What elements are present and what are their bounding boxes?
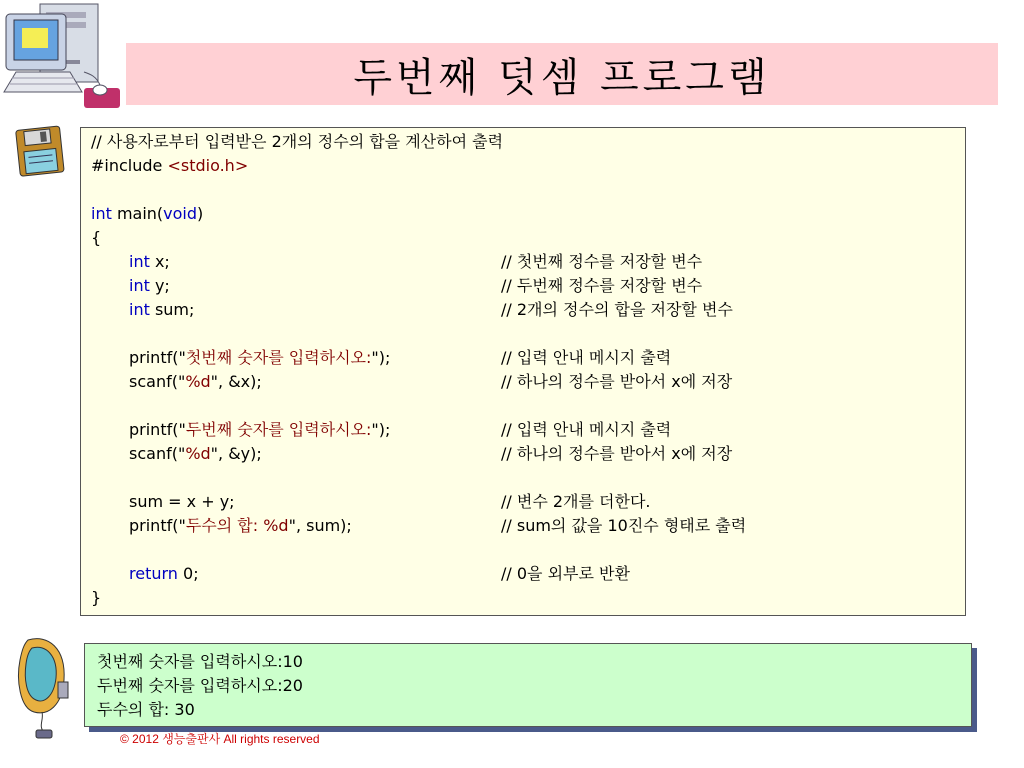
main-name: main( [111,204,164,223]
keyword-int: int [129,276,150,295]
code-decl-sum [129,298,194,322]
comment-sum-assign: // 변수 2개를 더한다. [501,492,651,511]
code-include-line [91,154,248,178]
floppy-disk-icon [14,124,68,180]
printf-close: ", sum); [288,516,352,535]
monitor-clipart-icon [14,634,74,740]
comment-decl-sum: // 2개의 정수의 합을 저장할 변수 [501,300,733,319]
comment-scanf-y: // 하나의 정수를 받아서 x에 저장 [501,444,733,463]
code-scanf-y [129,442,262,466]
printf-second-string: 두번째 숫자를 입력하시오: [185,420,372,439]
computer-clipart-icon [0,0,125,112]
main-close-paren: ) [197,204,204,223]
scanf-format: %d [185,372,211,391]
printf-open: printf(" [129,420,186,439]
code-decl-y [129,274,170,298]
comment-printf-sum: // sum의 값을 10진수 형태로 출력 [501,516,747,535]
scanf-format: %d [185,444,211,463]
code-printf-first [129,346,390,370]
code-decl-x [129,250,170,274]
output-line-1: 첫번째 숫자를 입력하시오:10 [97,652,303,671]
output-line-2: 두번째 숫자를 입력하시오:20 [97,676,303,695]
decl-sum-rest: sum; [149,300,195,319]
comment-scanf-x: // 하나의 정수를 받아서 x에 저장 [501,372,733,391]
code-printf-sum [129,514,352,538]
page-title: 두번째 덧셈 프로그램 [353,54,771,101]
comment-printf-second: // 입력 안내 메시지 출력 [501,420,672,439]
return-value: 0; [177,564,199,583]
output-line-3: 두수의 합: 30 [97,700,195,719]
comment-return: // 0을 외부로 반환 [501,564,630,583]
code-return [129,562,199,586]
printf-close: "); [371,348,391,367]
decl-x-rest: x; [149,252,170,271]
include-header: <stdio.h> [167,156,249,175]
scanf-open: scanf(" [129,372,186,391]
scanf-open: scanf(" [129,444,186,463]
printf-first-string: 첫번째 숫자를 입력하시오: [185,348,372,367]
comment-decl-x: // 첫번째 정수를 저장할 변수 [501,252,703,271]
code-comment-header: // 사용자로부터 입력받은 2개의 정수의 합을 계산하여 출력 [91,132,504,151]
copyright-notice: © 2012 생능출판사 All rights reserved [120,732,320,746]
printf-sum-string: 두수의 합: %d [185,516,289,535]
printf-open: printf(" [129,348,186,367]
comment-printf-first: // 입력 안내 메시지 출력 [501,348,672,367]
code-close-brace: } [91,588,102,607]
keyword-void: void [163,204,198,223]
scanf-close: ", &y); [210,444,262,463]
scanf-close: ", &x); [210,372,262,391]
printf-open: printf(" [129,516,186,535]
keyword-int: int [129,300,150,319]
source-code-panel [80,127,966,616]
code-scanf-x [129,370,262,394]
code-main-signature [91,202,203,226]
console-output-panel [84,643,972,727]
keyword-int: int [91,204,112,223]
code-open-brace: { [91,228,102,247]
keyword-int: int [129,252,150,271]
comment-decl-y: // 두번째 정수를 저장할 변수 [501,276,703,295]
include-directive: #include [91,156,168,175]
code-sum-assign: sum = x + y; [129,492,235,511]
title-bar [126,43,998,105]
printf-close: "); [371,420,391,439]
decl-y-rest: y; [149,276,170,295]
keyword-return: return [129,564,178,583]
code-printf-second [129,418,390,442]
